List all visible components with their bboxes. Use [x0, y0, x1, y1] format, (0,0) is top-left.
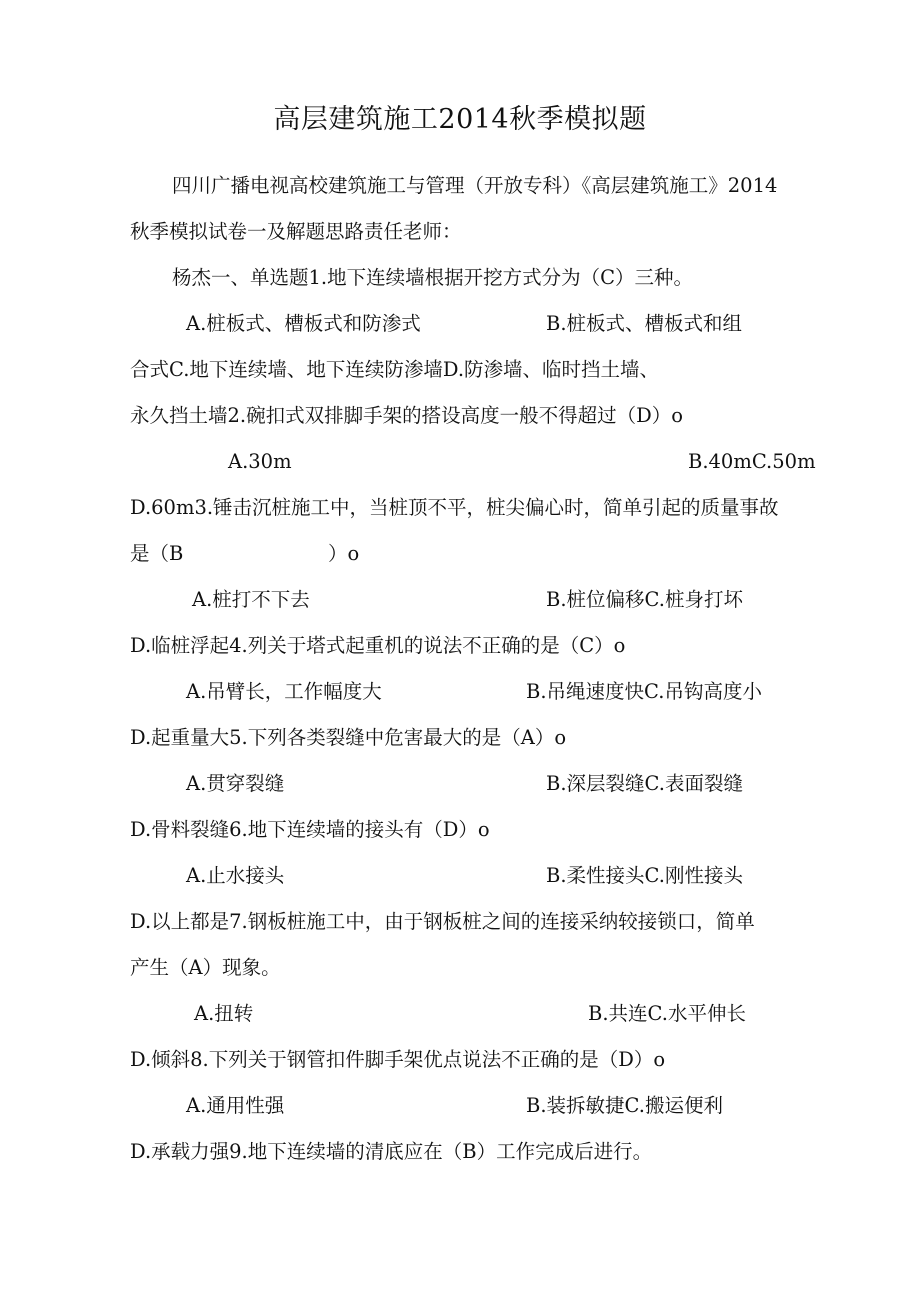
text-line: ）o [328, 542, 360, 565]
option-line: A.吊臂长，工作幅度大 [186, 680, 382, 703]
text-line: D.临桩浮起4.列关于塔式起重机的说法不正确的是（C）o [130, 634, 626, 657]
option-line: B.桩位偏移C.桩身打坏 [546, 588, 743, 611]
option-line: B.吊绳速度快C.吊钩高度小 [526, 680, 762, 703]
text-line: D.60m3.锤击沉桩施工中，当桩顶不平，桩尖偏心时，简单引起的质量事故 [130, 496, 779, 519]
intro-line-1: 四川广播电视高校建筑施工与管理（开放专科）《高层建筑施工》2014 [172, 174, 778, 197]
option-line: A.止水接头 [186, 864, 285, 887]
text-line: 永久挡土墙2.碗扣式双排脚手架的搭设高度一般不得超过（D）o [130, 404, 683, 427]
text-line: D.以上都是7.钢板桩施工中，由于钢板桩之间的连接采纳较接锁口，简单 [130, 910, 755, 933]
text-line: D.承载力强9.地下连续墙的清底应在（B）工作完成后进行。 [130, 1140, 653, 1163]
text-line: D.骨料裂缝6.地下连续墙的接头有（D）o [130, 818, 490, 841]
text-line: D.倾斜8.下列关于钢管扣件脚手架优点说法不正确的是（D）o [130, 1048, 666, 1071]
option-line: B.柔性接头C.刚性接头 [546, 864, 743, 887]
intro-line-2: 秋季模拟试卷一及解题思路责任老师： [130, 220, 462, 243]
option-line: A.扭转 [194, 1002, 254, 1025]
option-line: A.贯穿裂缝 [186, 772, 285, 795]
text-line: 杨杰一、单选题1.地下连续墙根据开挖方式分为（C）三种。 [172, 266, 694, 289]
option-line: B.桩板式、槽板式和组 [546, 312, 743, 335]
option-line: A.桩板式、槽板式和防渗式 [186, 312, 421, 335]
option-line: A.30m [228, 450, 292, 473]
option-line: B.深层裂缝C.表面裂缝 [546, 772, 743, 795]
text-line: D.起重量大5.下列各类裂缝中危害最大的是（A）o [130, 726, 567, 749]
text-line: 合式C.地下连续墙、地下连续防渗墙D.防渗墙、临时挡土墙、 [130, 358, 660, 381]
text-line: 是（B [130, 542, 184, 565]
option-line: B.40mC.50m [688, 450, 816, 473]
option-line: A.桩打不下去 [192, 588, 310, 611]
text-line: 产生（A）现象。 [130, 956, 281, 979]
option-line: B.装拆敏捷C.搬运便利 [526, 1094, 723, 1117]
document-title: 高层建筑施工2014秋季模拟题 [273, 104, 647, 135]
option-line: B.共连C.水平伸长 [588, 1002, 746, 1025]
option-line: A.通用性强 [186, 1094, 285, 1117]
